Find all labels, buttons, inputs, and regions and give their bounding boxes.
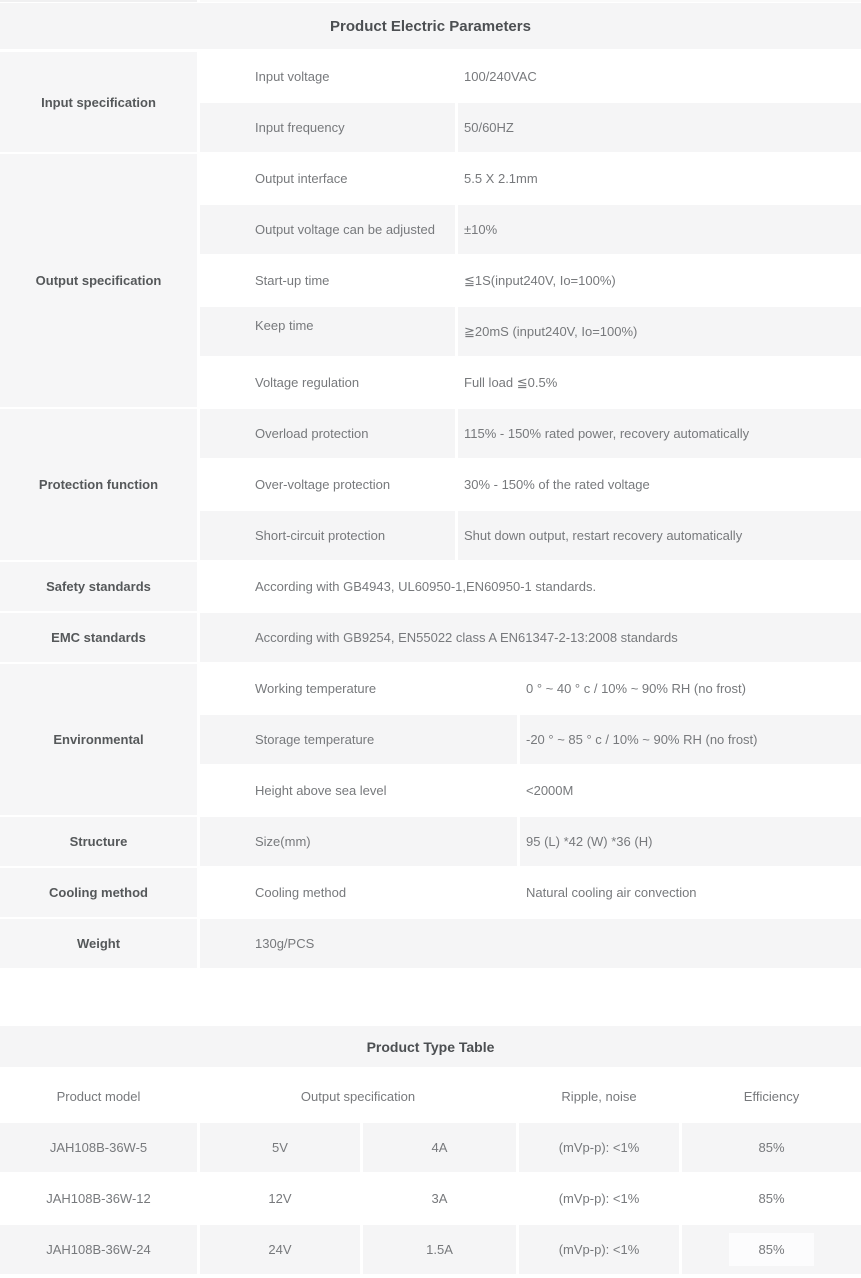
spec-label: Start-up time	[200, 256, 455, 305]
cell-efficiency: 85%	[682, 1123, 861, 1172]
spec-category: Output specification	[0, 154, 197, 407]
spec-row	[200, 664, 861, 713]
spec-row	[200, 562, 861, 611]
cell-ripple-noise: (mVp-p): <1%	[519, 1225, 679, 1274]
product-type-table	[0, 1072, 861, 1274]
spec-rows	[200, 613, 861, 662]
spec-value: 30% - 150% of the rated voltage	[458, 460, 861, 509]
spec-row	[200, 52, 861, 101]
spec-section	[0, 154, 861, 407]
spec-label: Working temperature	[200, 664, 517, 713]
spec-category: Safety standards	[0, 562, 197, 611]
spec-value: 100/240VAC	[458, 52, 861, 101]
spec-value: 5.5 X 2.1mm	[458, 154, 861, 203]
spec-label: Over-voltage protection	[200, 460, 455, 509]
spec-label: Input frequency	[200, 103, 455, 152]
spec-value: Full load ≦0.5%	[458, 358, 861, 407]
spec-value: ±10%	[458, 205, 861, 254]
header-product-model: Product model	[0, 1072, 197, 1121]
efficiency-highlight-box: 85%	[729, 1233, 813, 1266]
spec-section	[0, 409, 861, 560]
spec-rows	[200, 919, 861, 968]
spec-label: Cooling method	[200, 868, 517, 917]
spec-label: Short-circuit protection	[200, 511, 455, 560]
spec-category: Environmental	[0, 664, 197, 815]
spec-value: 115% - 150% rated power, recovery automatically	[458, 409, 861, 458]
spec-rows	[200, 409, 861, 560]
cell-efficiency	[682, 1225, 861, 1274]
cell-ripple-noise: (mVp-p): <1%	[519, 1174, 679, 1223]
header-efficiency: Efficiency	[682, 1072, 861, 1121]
spec-value: 0 ° ~ 40 ° c / 10% ~ 90% RH (no frost)	[520, 664, 861, 713]
cell-output-voltage: 12V	[200, 1174, 360, 1223]
cell-output-current: 1.5A	[363, 1225, 516, 1274]
electric-parameters-title	[0, 3, 861, 49]
spec-row	[200, 460, 861, 509]
spec-label: Voltage regulation	[200, 358, 455, 407]
type-table-header-row	[0, 1072, 861, 1121]
spec-row	[200, 868, 861, 917]
spec-value: Natural cooling air convection	[520, 868, 861, 917]
spec-value: ≧20mS (input240V, Io=100%)	[458, 307, 861, 356]
type-table-row	[0, 1225, 861, 1274]
cell-product-model: JAH108B-36W-5	[0, 1123, 197, 1172]
spec-rows	[200, 52, 861, 152]
spec-label: Input voltage	[200, 52, 455, 101]
top-row-sliver	[0, 0, 861, 2]
spec-value: According with GB4943, UL60950-1,EN60950-1 standards.	[200, 562, 861, 611]
cell-output-current: 4A	[363, 1123, 516, 1172]
spec-row	[200, 511, 861, 560]
spec-section	[0, 613, 861, 662]
spec-category: Structure	[0, 817, 197, 866]
cell-product-model: JAH108B-36W-12	[0, 1174, 197, 1223]
product-type-table-title	[0, 1026, 861, 1067]
spec-value: 95 (L) *42 (W) *36 (H)	[520, 817, 861, 866]
spec-section	[0, 817, 861, 866]
spec-category: Input specification	[0, 52, 197, 152]
spec-rows	[200, 154, 861, 407]
header-ripple-noise: Ripple, noise	[519, 1072, 679, 1121]
spec-section	[0, 562, 861, 611]
spec-label: Overload protection	[200, 409, 455, 458]
spec-row	[200, 613, 861, 662]
electric-parameters-title-text: Product Electric Parameters	[330, 17, 531, 35]
spec-label: Output voltage can be adjusted	[200, 205, 455, 254]
spec-rows	[200, 868, 861, 917]
spec-section	[0, 664, 861, 815]
cell-product-model: JAH108B-36W-24	[0, 1225, 197, 1274]
spec-label: Size(mm)	[200, 817, 517, 866]
spec-row	[200, 307, 861, 356]
type-table-row	[0, 1174, 861, 1223]
spec-row	[200, 205, 861, 254]
spec-row	[200, 715, 861, 764]
spec-category: Protection function	[0, 409, 197, 560]
spec-label: Storage temperature	[200, 715, 517, 764]
spec-value: Shut down output, restart recovery automatically	[458, 511, 861, 560]
spec-value: 50/60HZ	[458, 103, 861, 152]
spec-value: According with GB9254, EN55022 class A EN61347-2-13:2008 standards	[200, 613, 861, 662]
spec-label: Output interface	[200, 154, 455, 203]
spec-row	[200, 256, 861, 305]
cell-output-voltage: 24V	[200, 1225, 360, 1274]
spec-row	[200, 154, 861, 203]
spec-rows	[200, 562, 861, 611]
spec-row	[200, 358, 861, 407]
spec-rows	[200, 664, 861, 815]
spec-value: <2000M	[520, 766, 861, 815]
spec-value: -20 ° ~ 85 ° c / 10% ~ 90% RH (no frost)	[520, 715, 861, 764]
section-gap	[0, 970, 861, 1026]
cell-ripple-noise: (mVp-p): <1%	[519, 1123, 679, 1172]
spec-label: Keep time	[200, 307, 455, 356]
spec-value: ≦1S(input240V, Io=100%)	[458, 256, 861, 305]
spec-row	[200, 766, 861, 815]
spec-row	[200, 103, 861, 152]
header-output-specification: Output specification	[200, 1072, 516, 1121]
spec-row	[200, 409, 861, 458]
cell-output-voltage: 5V	[200, 1123, 360, 1172]
spec-rows	[200, 817, 861, 866]
spec-section	[0, 919, 861, 968]
spec-category: Weight	[0, 919, 197, 968]
spec-category: EMC standards	[0, 613, 197, 662]
spec-section	[0, 868, 861, 917]
spec-label: Height above sea level	[200, 766, 517, 815]
electric-parameters-table	[0, 52, 861, 968]
cell-efficiency: 85%	[682, 1174, 861, 1223]
product-type-table-title-text: Product Type Table	[366, 1038, 495, 1055]
spec-value: 130g/PCS	[200, 919, 861, 968]
cell-output-current: 3A	[363, 1174, 516, 1223]
spec-row	[200, 817, 861, 866]
spec-category: Cooling method	[0, 868, 197, 917]
spec-section	[0, 52, 861, 152]
spec-row	[200, 919, 861, 968]
type-table-row	[0, 1123, 861, 1172]
